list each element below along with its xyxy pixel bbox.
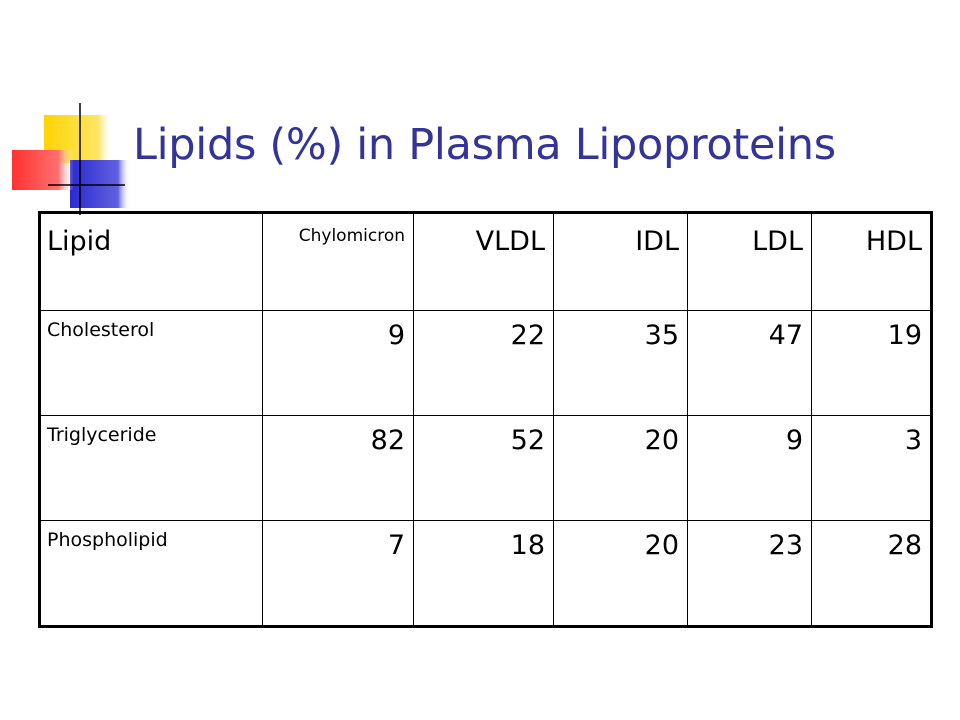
table-cell: 19	[812, 311, 932, 416]
table-cell: 23	[688, 521, 812, 627]
row-label: Phospholipid	[40, 521, 263, 627]
table-cell: 7	[263, 521, 414, 627]
table-header-row	[40, 213, 932, 311]
slide-title: Lipids (%) in Plasma Lipoproteins	[133, 120, 836, 170]
header-lipid: Lipid	[40, 213, 263, 311]
table-cell: 18	[414, 521, 554, 627]
header-hdl: HDL	[812, 213, 932, 311]
header-ldl: LDL	[688, 213, 812, 311]
table-cell: 3	[812, 416, 932, 521]
header-chylomicron: Chylomicron	[263, 213, 414, 311]
table-cell: 9	[688, 416, 812, 521]
table-cell: 22	[414, 311, 554, 416]
table-row-cholesterol	[40, 311, 932, 416]
table-cell: 20	[554, 521, 688, 627]
blue-square	[70, 160, 130, 208]
decorative-squares	[0, 0, 130, 230]
lipid-table	[38, 211, 933, 628]
table-cell: 28	[812, 521, 932, 627]
table-cell: 82	[263, 416, 414, 521]
row-label: Cholesterol	[40, 311, 263, 416]
table-cell: 20	[554, 416, 688, 521]
table-row-triglyceride	[40, 416, 932, 521]
red-square	[12, 150, 74, 190]
table-cell: 9	[263, 311, 414, 416]
row-label: Triglyceride	[40, 416, 263, 521]
header-idl: IDL	[554, 213, 688, 311]
table-cell: 47	[688, 311, 812, 416]
table-cell: 35	[554, 311, 688, 416]
header-vldl: VLDL	[414, 213, 554, 311]
table-row-phospholipid	[40, 521, 932, 627]
table-cell: 52	[414, 416, 554, 521]
